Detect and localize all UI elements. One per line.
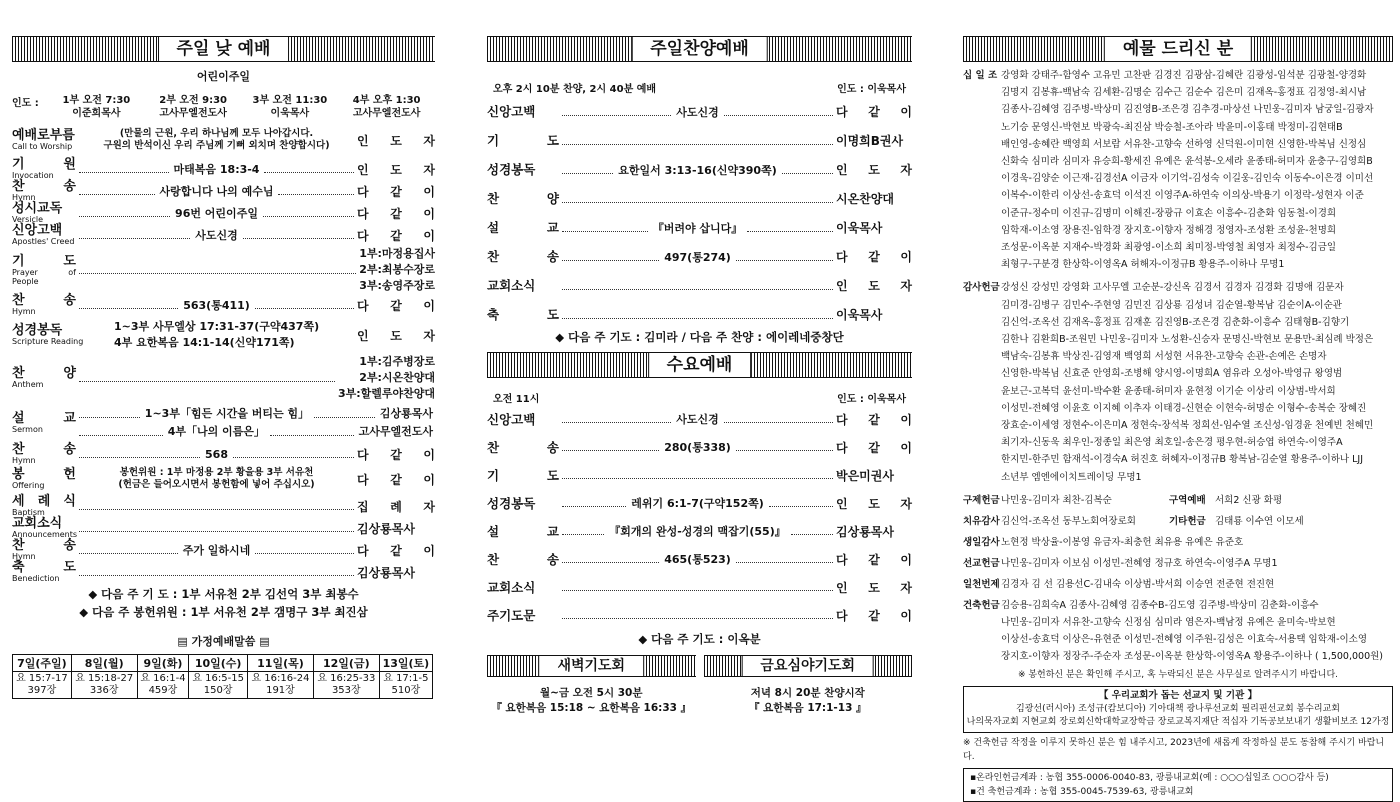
name-line: 김미경-김병구 김민수-주현영 김민진 김상룡 김성녀 김순열-황복남 김순이A-이순관	[1001, 299, 1342, 311]
tithe-list: 십 일 조 강영화 강태주-함영수 고유민 고찬판 김경진 김광삼-김혜란 김광성-임석분 김광철-양경화 김명지 김봉휴-백남숙 김세환-김명순 김수근 김순수 김은미 김재옥-홍정표 김정영-최시남 김종사-김혜영 김주병-박상미 김진영B-조은경 김추경-마상선 나민웅-김미자 남궁일-김광자 노기승 문영신-박현보 박광숙-최진삼 박승철-조아라 박윤미-이홍태 박정미-김현태B 배인영-송혜란 백영희 서보람 서유찬-고향숙 선하영 신덕원-이미현 신영한-박복님 신정심 신화숙 심미라 심미자 유승희-황세진 유예은 윤석봉-오세라 윤종태-허미자 윤충구-김영희B 이경욱-김양순 이근재-김경선A 이금자 이기억-김성숙 이길웅-김인숙 이동수-이은경 이미선 이복수-이한리 이상선-송효덕 이석진 이영주A-하연숙 이의상-박용기 이정락-성현자 이준 이준규-정수미 이진규-김명미 이해진-장광규 이효손 이흥수-김춘화 임동철-이경희 임학재-이소영 장용진-임학경 장지호-이향자 정해경 정영자-조성환 조성윤-천명희 조성문-이옥분 지재수-박경화 최광영-이소희 최미정-박영철 최영자 최정수-김금일 최형구-구분경 한상학-이영옥A 허해자-이정규B 황용주-이하나 무명1	[963, 67, 1393, 273]
name-line: 장지호-이향자 정장주-주순자 조성문-이옥분 한상학-이영옥A 황용주-이하나 ( 1,500,000원)	[1001, 651, 1384, 663]
order-scripture: 성경봉독 Scripture Reading 1~3부 사무엘상 17:31-37(구약437쪽) 4부 요한복음 14:1-14(신약171쪽) 인 도 자	[12, 320, 435, 349]
leader-1: 1부 오전 7:30 이준희목사	[62, 95, 131, 119]
name-line: 김승용-김희숙A 김종사-김혜영 김종수B-김도영 김주병-박상미 김춘화-이흥수	[1001, 599, 1319, 611]
name-line: 강영화 강태주-함영수 고유민 고찬판 김경진 김광삼-김혜란 김광성-임석분 김광철-양경화	[1001, 70, 1367, 81]
order-invocation: 기 원 Invocation 마태복음 18:3-4 인 도 자	[12, 157, 436, 180]
praise-row: 교회소식 인 도 자	[487, 278, 912, 293]
leader-row	[12, 94, 435, 120]
order-hymn-3: 찬 송 Hymn 568 다 같 이	[12, 442, 435, 465]
praise-row: 찬 양 시온찬양대	[487, 191, 894, 206]
order-benediction: 축 도 Benediction 김상룡목사	[12, 560, 415, 583]
praise-row: 신앙고백 사도신경 다 같 이	[487, 104, 913, 119]
name-line: 백남숙-김봉휴 박상진-김영재 백영희 서성현 서유찬-고향숙 손관-손예은 손명자	[1001, 351, 1327, 363]
name-line: 배인영-송혜란 백영희 서보람 서유찬-고향숙 선하영 신덕원-이미현 신영한-박복님 신정심	[1001, 138, 1367, 150]
wednesday-row: 기 도 박은미권사	[487, 467, 894, 483]
wednesday-row: 성경봉독 레위기 6:1-7(구약152쪽) 인 도 자	[487, 495, 912, 511]
wednesday-row: 찬 송 465(통523) 다 같 이	[487, 551, 913, 567]
account-box: ▪온라인헌금계좌 : 농협 355-0006-0040-83, 광릉내교회(예 : ○○○십일조 ○○○감사 등) ▪건 축헌금계좌 : 농협 355-0045-7539-63, 광릉내교회	[963, 768, 1393, 802]
praise-row: 축 도 이욱목사	[487, 307, 883, 322]
order-sermon: 설 교 Sermon 1~3부「힘든 시간을 버티는 힘」 김상룡목사 4부「나의 이름은」 고사무엘전도사	[12, 407, 434, 438]
order-creed: 신앙고백 Apostles' Creed 사도신경 다 같 이	[12, 223, 436, 246]
praise-info-row: 오후 2시 10분 찬양, 2시 40분 예배 인도 : 이욱목사	[493, 84, 906, 95]
praise-row: 설 교 『버려야 삽니다』 이욱목사	[487, 220, 883, 235]
name-line: 소년부 엠엔에이치트레이딩 무명1	[1001, 471, 1142, 483]
name-line: 김명지 김봉휴-백남숙 김세환-김명순 김수근 김순수 김은미 김재옥-홍정표 김정영-최시남	[1001, 87, 1367, 99]
name-line: 신화숙 심미라 심미자 유승희-황세진 유예은 윤석봉-오세라 윤종태-허미자 윤충구-김영희B	[1001, 156, 1373, 168]
wednesday-service-banner	[487, 352, 912, 378]
praise-service-banner	[487, 36, 912, 62]
section-title: 수요예배	[648, 353, 752, 377]
praise-row: 기 도 이명희B권사	[487, 133, 904, 148]
praise-row: 성경봉독 요한일서 3:13-16(신약390쪽) 인 도 자	[487, 162, 912, 177]
sunday-service-column	[12, 36, 435, 699]
name-line: 이준규-정수미 이진규-김명미 이해진-장광규 이효손 이흥수-김춘화 임동철-이경희	[1001, 207, 1337, 219]
name-line: 김한나 김환희B-조원민 나민웅-김미자 노성환-신승자 문명신-박현보 문용만-최심례 박정은	[1001, 334, 1374, 346]
name-line: 최형구-구분경 한상학-이영옥A 허해자-이정규B 황용주-이하나 무명1	[1001, 259, 1285, 271]
friday-prayer: 금요심야기도회 저녁 8시 20분 찬양시작 『 요한복음 17:1-13 』	[704, 655, 913, 715]
wednesday-row: 설 교 『회개의 완성-성경의 맥잡기(55)』 김상룡목사	[487, 523, 894, 539]
wednesday-next-week: ◆ 다음 주 기도 : 이옥분	[638, 632, 761, 646]
offerings-banner	[963, 36, 1393, 62]
name-line: 윤보근-고복덕 윤선미-박수환 윤종태-허미자 윤현정 이기순 이상리 이상범-박서희	[1001, 385, 1336, 397]
name-line: 이복수-이한리 이상선-송효덕 이석진 이영주A-하연숙 이의상-박용기 이정락-성현자 이준	[1001, 190, 1364, 202]
offerings-column	[963, 36, 1393, 802]
praise-next-week: ◆ 다음 주 기도 : 김미라 / 다음 주 찬양 : 에이레네중창단	[555, 330, 844, 344]
wednesday-row: 신앙고백 사도신경 다 같 이	[487, 411, 913, 427]
name-line: 이상선-송효덕 이상은-유현준 이성민-전혜영 이주원-김성은 이효숙-서용택 임학재-이소영	[1001, 634, 1368, 646]
name-line: 김신억-조옥선 김재옥-홍정표 김재훈 김진영B-조은경 김춘화-이흥수 김태형B-김향기	[1001, 316, 1350, 328]
order-anthem: 찬 양 Anthem 1부:김주병장로 2부:시온찬양대 3부:할렐루야찬양대	[12, 355, 435, 400]
wednesday-row: 주기도문 다 같 이	[487, 607, 912, 623]
sunday-service-banner	[12, 36, 435, 62]
order-announcements: 교회소식 Announcements 김상룡목사	[12, 516, 415, 539]
order-prayer: 기 도 Prayer of People 1부:마정용집사 2부:최봉수장로 3부:송영주장로	[12, 247, 435, 292]
name-line: 이경욱-김양순 이근재-김경선A 이금자 이기억-김성숙 이길웅-김인숙 이동수-이은경 이미선	[1001, 173, 1374, 185]
building-note: ※ 건축헌금 작정을 이루지 못하신 분은 힘 내주시고, 2023년에 새롭게 작정하실 분도 동참해 주시기 바랍니다.	[963, 737, 1385, 762]
name-line: 최기자-신동욱 최우인-정종일 최은영 최호일-송은경 평우현-허승엽 하연숙-이영주A	[1001, 437, 1343, 449]
order-call-to-worship: 예배로부름 Call to Worship (만물의 근원, 우리 하나님께 모두 나아갑시다. 구원의 반석이신 우리 주님께 기뻐 외치며 찬양합시다) 인 도 자	[12, 128, 435, 151]
section-title: 주일 낮 예배	[158, 37, 290, 61]
leader-4: 4부 오후 1:30 고사무엘전도사	[352, 95, 421, 119]
wednesday-order-list	[487, 405, 912, 629]
wednesday-row: 찬 송 280(통338) 다 같 이	[487, 439, 913, 455]
next-week-offering: ◆ 다음 주 봉헌위원 : 1부 서유천 2부 갬명구 3부 최진삼	[79, 605, 368, 619]
service-subtitle: 어린이주일	[196, 70, 251, 83]
name-line: 이성민-전혜영 이윤호 이지혜 이추자 이태경-신현순 이현숙-허명순 이형수-송복순 장혜진	[1001, 402, 1367, 414]
name-line: 신영한-박복님 신효준 안영희-조병해 양시영-이명희A 염유라 오성아-박영규 왕영범	[1001, 368, 1343, 380]
order-versicle: 성시교독 Versicle 96번 어린이주일 다 같 이	[12, 201, 435, 224]
name-line: 임학재-이소영 장용진-임학경 장지호-이향자 정해경 정영자-조성환 조성윤-천명희	[1001, 224, 1337, 236]
order-baptism: 세 례 식 Baptism 집 례 자	[12, 494, 435, 517]
order-hymn-4: 찬 송 Hymn 주가 일하시네 다 같 이	[12, 538, 435, 561]
name-line: 장효순-이세영 정현수-이은미A 정현숙-장석복 정희선-임수열 조신성-임경윤 천예빈 천혜민	[1001, 420, 1374, 432]
leader-2: 2부 오전 9:30 고사무엘전도사	[159, 95, 228, 119]
name-line: 노기승 문영신-박현보 박광숙-최진삼 박승철-조아라 박윤미-이홍태 박정미-김현태B	[1001, 121, 1343, 133]
next-week-prayer: ◆ 다음 주 기 도 : 1부 서유천 2부 김선억 3부 최봉수	[88, 587, 359, 601]
building-fund-list: 건축헌금 김승용-김희숙A 김종사-김혜영 김종수B-김도영 김주병-박상미 김춘화-이흥수 나민웅-김미자 서유찬-고향숙 신정심 심미라 염은자-백남정 유예은 윤미숙-박보현 이상선-송효덕 이상은-유현준 이성민-전혜영 이주원-김성은 이효숙-서용택 임학재-이소영 장지호-이향자 정장주-주순자 조성문-이옥분 한상학-이영옥A 황용주-이하나 ( 1,500,000원)	[963, 597, 1393, 666]
praise-order-list	[487, 97, 912, 329]
order-hymn-1: 찬 송 Hymn 사랑합니다 나의 예수님 다 같 이	[12, 179, 436, 202]
thanks-list: 감사헌금 강성신 강성민 강영화 고사무엘 고순분-강신옥 김경서 김경자 김경화 김명애 김문자 김미경-김병구 김민수-주현영 김민진 김상룡 김성녀 김순열-황복남 김순이A-이순관 김신억-조옥선 김재옥-홍정표 김재훈 김진영B-조은경 김춘화-이흥수 김태형B-김향기 김한나 김환희B-조원민 나민웅-김미자 노성환-신승자 문명신-박현보 문용만-최심례 박정은 백남숙-김봉휴 박상진-김영재 백영희 서성현 서유찬-고향숙 손관-손예은 손명자 신영한-박복님 신효준 안영희-조병해 양시영-이명희A 염유라 오성아-박영규 왕영범 윤보근-고복덕 윤선미-박수환 윤종태-허미자 윤현정 이기순 이상리 이상범-박서희 이성민-전혜영 이윤호 이지혜 이추자 이태경-신현순 이현숙-허명순 이형수-송복순 장혜진 장효순-이세영 정현수-이은미A 정현숙-장석복 정희선-임수열 조신성-임경윤 천예빈 천혜민 최기자-신동욱 최우인-정종일 최은영 최호일-송은경 평우현-허승엽 하연숙-이영주A 한지민-한주민 함재석-이경숙A 허진호 허혜자-이정규B 황복남-김순열 황용주-이하나 LJJ 소년부 엠엔에이치트레이딩 무명1	[963, 279, 1393, 485]
dawn-prayer: 새벽기도회 월~금 오전 5시 30분 『 요한복음 15:18 ~ 요한복음 16:33 』	[487, 655, 696, 715]
family-worship-table: 7일(주일) 8일(월) 9일(화) 10일(수) 11일(목) 12일(금) 13일(토) 요 15:7-17 397장 요 15:18-27 336장 요 16:1-4 459장 요 16:5-15 150장 요 16:16-24 191장 요 16:25-33 353장 요 17:1-5 510장	[12, 654, 433, 699]
section-title: 주일찬양예배	[631, 37, 768, 61]
section-title: 예물 드리신 분	[1104, 37, 1252, 61]
check-note: ※ 봉헌하신 분은 확인해 주시고, 혹 누락되신 분은 사무실로 알려주시기 바랍니다.	[1017, 669, 1339, 680]
name-line: 조성문-이옥분 지재수-박경화 최광영-이소희 최미정-박영철 최영자 최정수-김금일	[1001, 242, 1337, 254]
wednesday-row: 교회소식 인 도 자	[487, 579, 912, 595]
name-line: 나민웅-김미자 서유찬-고향숙 신정심 심미라 염은자-백남정 유예은 윤미숙-박보현	[1001, 617, 1336, 629]
leader-3: 3부 오전 11:30 이욱목사	[252, 95, 328, 119]
leader-label: 인도 :	[12, 98, 39, 109]
order-offering: 봉 헌 Offering 봉헌위원 : 1부 마정용 2부 황을용 3부 서유천 (헌금은 들어오시면서 봉헌함에 넣어 주십시오) 다 같 이	[12, 467, 435, 490]
family-worship-title: ▤ 가정예배말씀 ▤	[177, 635, 270, 648]
name-line: 한지민-한주민 함재석-이경숙A 허진호 허혜자-이정규B 황복남-김순열 황용주-이하나 LJJ	[1001, 454, 1364, 466]
wednesday-info-row: 오전 11시 인도 : 이욱목사	[493, 394, 906, 405]
afternoon-service-column	[487, 36, 912, 715]
name-line: 강성신 강성민 강영화 고사무엘 고순분-강신옥 김경서 김경자 김경화 김명애 김문자	[1001, 282, 1344, 294]
praise-row: 찬 송 497(통274) 다 같 이	[487, 249, 913, 264]
prayer-meetings	[487, 655, 912, 715]
order-hymn-2: 찬 송 Hymn 563(통411) 다 같 이	[12, 293, 436, 316]
other-offerings: 구제헌금 나민웅-김미자 최찬-김복순 구역예배 서희2 신광 화평 치유감사 김신억-조옥선 동부노회여장로회 기타헌금 김태룡 이수연 이모세 생일감사 노현정 박상율-이봉영 유금자-최충헌 최유용 유예은 유준호 선교헌금 나민웅-김미자 이보심 이성민-전혜영 정규호 하연숙-이영주A 무명1 일천번제 김경자 김 선 김용선C-김내숙 이상범-박서희 이승연 전준현 전진현	[963, 494, 1304, 590]
name-line: 김종사-김혜영 김주병-박상미 김진영B-조은경 김추경-마상선 나민웅-김미자 남궁일-김광자	[1001, 104, 1374, 116]
missions-box: 【 우리교회가 돕는 선교지 및 기관 】 김광선(러시아) 조성규(캄보디아) 기아대책 광나루선교회 필리핀선교회 봉수리교회 나의묵자교회 지현교회 장로회신학대학교장학금 장로교복지재단 적십자 기독공보보내기 생활비보조 12가정	[963, 686, 1393, 733]
